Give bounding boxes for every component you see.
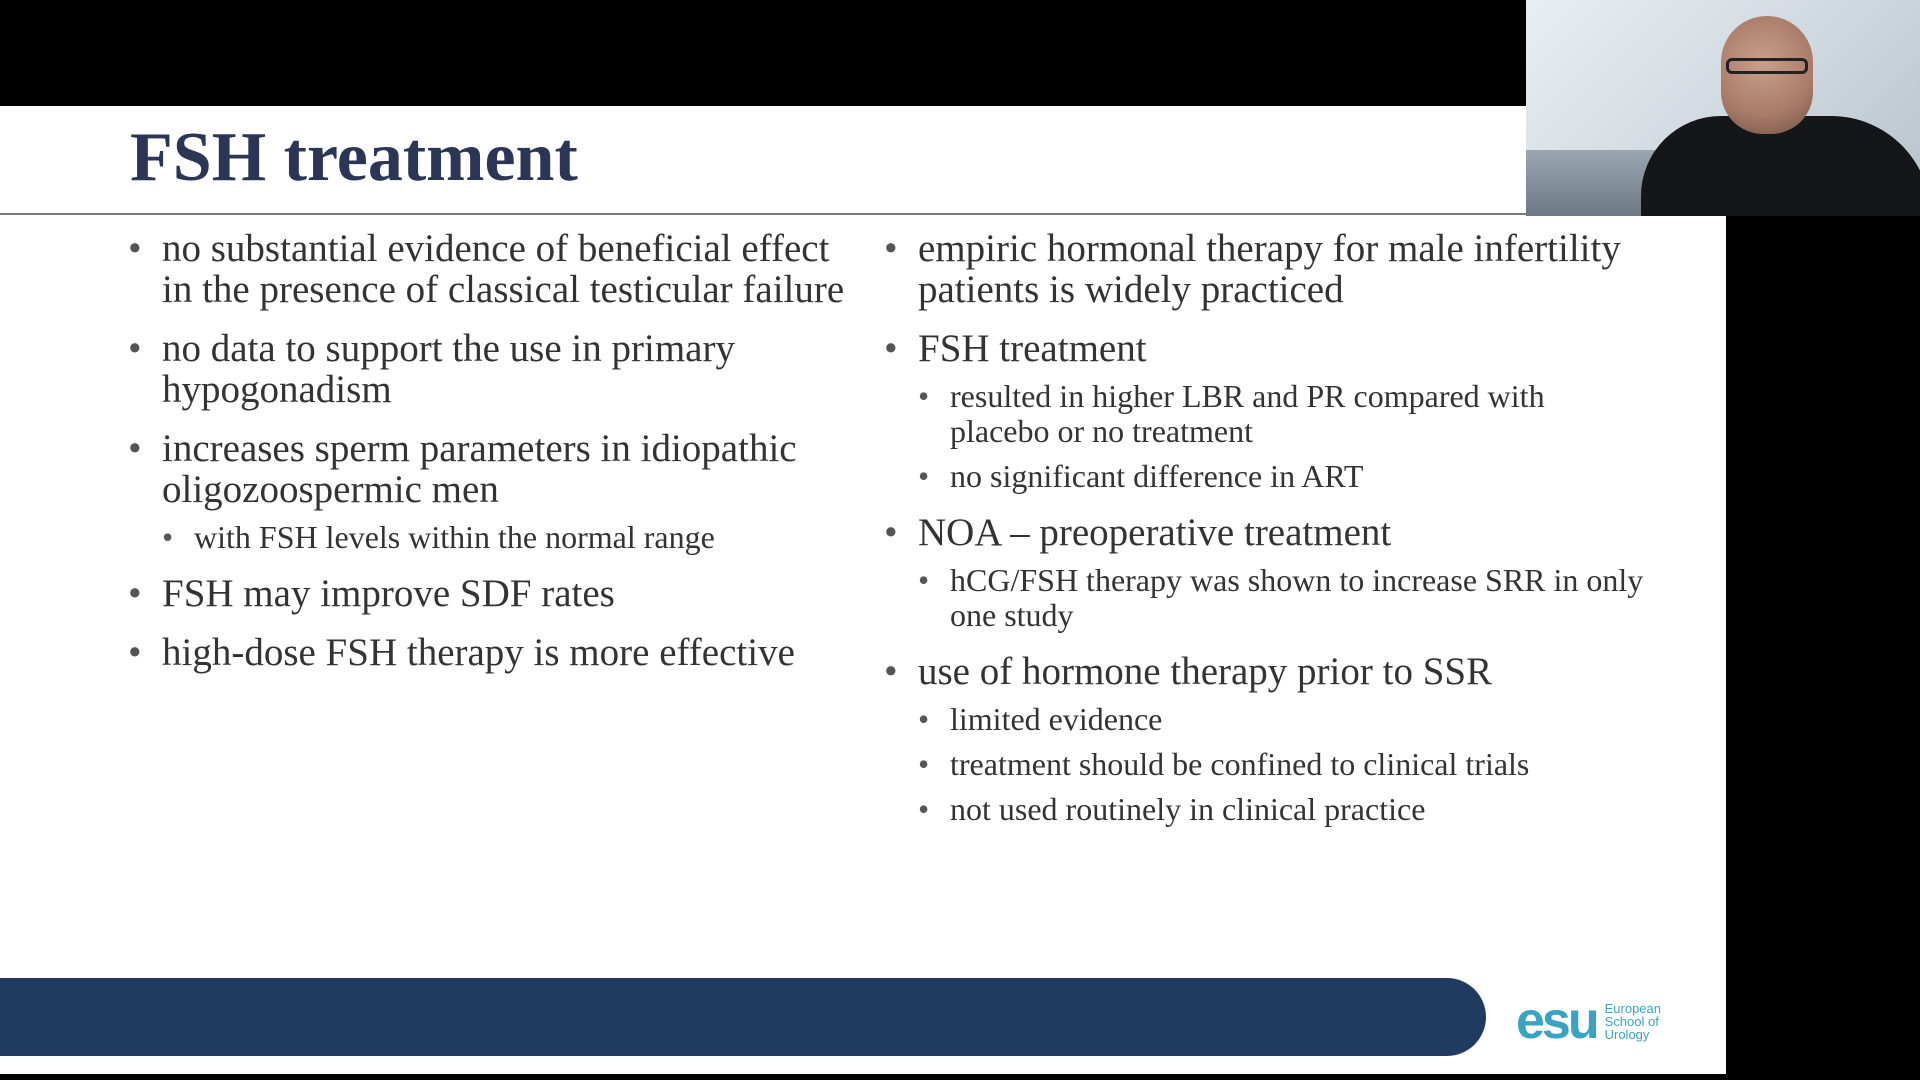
bullet-text: • FSH treatment bbox=[918, 327, 1147, 370]
presentation-slide bbox=[0, 106, 1726, 1074]
logo-line: European bbox=[1604, 1000, 1661, 1016]
logo-mark: esu bbox=[1516, 992, 1597, 1050]
logo-line: Urology bbox=[1604, 1026, 1650, 1042]
bullet-text: • empiric hormonal therapy for male infertility patients is widely practiced bbox=[918, 227, 1621, 311]
bullet-item bbox=[884, 512, 1644, 633]
sub-bullet-item: • limited evidence bbox=[918, 702, 1644, 737]
left-column bbox=[128, 228, 848, 691]
sub-bullet-item: • treatment should be confined to clinical trials bbox=[918, 747, 1644, 782]
bullet-text: • FSH may improve SDF rates bbox=[162, 572, 615, 615]
sub-bullet-list bbox=[918, 563, 1644, 633]
bullet-text: • use of hormone therapy prior to SSR bbox=[918, 650, 1493, 693]
bullet-text: • no substantial evidence of beneficial effect in the presence of classical testicular failure bbox=[162, 227, 845, 311]
sub-bullet-list bbox=[162, 520, 848, 555]
bullet-item bbox=[128, 573, 848, 614]
sub-bullet-item: • resulted in higher LBR and PR compared with placebo or no treatment bbox=[918, 379, 1644, 449]
bullet-text: • NOA – preoperative treatment bbox=[918, 511, 1392, 554]
sub-bullet-list bbox=[918, 702, 1644, 827]
speaker-glasses bbox=[1726, 58, 1808, 74]
bullet-text: • increases sperm parameters in idiopathic oligozoospermic men bbox=[162, 427, 797, 511]
esu-logo bbox=[1516, 992, 1696, 1050]
logo-line: School of bbox=[1604, 1013, 1659, 1029]
right-bullet-list bbox=[884, 228, 1644, 827]
sub-bullet-item: • no significant difference in ART bbox=[918, 459, 1644, 494]
bullet-item bbox=[128, 328, 848, 410]
bullet-item bbox=[884, 228, 1644, 310]
sub-bullet-list bbox=[918, 379, 1644, 494]
bullet-item bbox=[128, 428, 848, 555]
bullet-text: • high-dose FSH therapy is more effective bbox=[162, 631, 795, 674]
bullet-item bbox=[128, 632, 848, 673]
bullet-item bbox=[884, 328, 1644, 494]
logo-text bbox=[1605, 1002, 1661, 1041]
right-column bbox=[884, 228, 1644, 845]
slide-title: FSH treatment bbox=[130, 119, 578, 196]
bullet-text: • no data to support the use in primary hypogonadism bbox=[162, 327, 735, 411]
left-bullet-list bbox=[128, 228, 848, 673]
bullet-item bbox=[884, 651, 1644, 827]
footer-bar bbox=[0, 978, 1486, 1056]
sub-bullet-item: • hCG/FSH therapy was shown to increase SRR in only one study bbox=[918, 563, 1644, 633]
bullet-item bbox=[128, 228, 848, 310]
title-divider bbox=[0, 213, 1726, 215]
sub-bullet-item: • not used routinely in clinical practice bbox=[918, 792, 1644, 827]
webcam-speaker-thumbnail[interactable] bbox=[1526, 0, 1920, 216]
sub-bullet-item: • with FSH levels within the normal range bbox=[162, 520, 848, 555]
speaker-head bbox=[1721, 16, 1813, 134]
